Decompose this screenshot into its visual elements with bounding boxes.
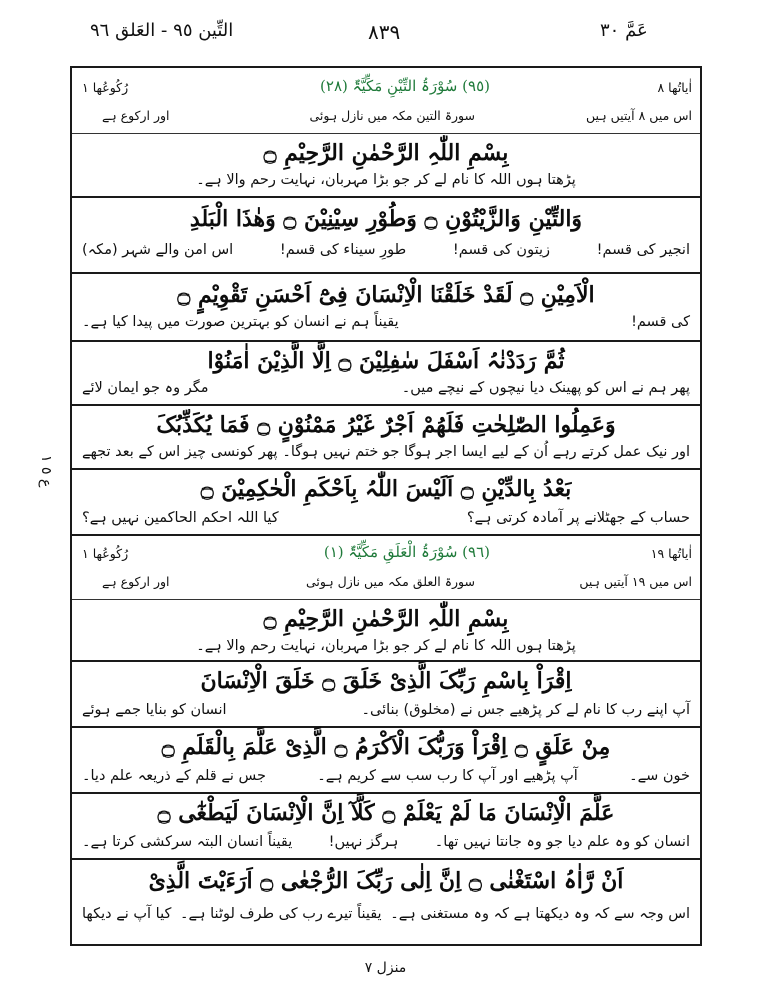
bismillah-translation: پڑھتا ہوں اللہ کا نام لے کر جو بڑا مہربان، نہایت رحم والا ہے۔	[196, 638, 576, 654]
translation-part: کی قسم!	[631, 314, 690, 330]
translation-part: انسان کو وہ علم دیا جو وہ جانتا نہیں تھا۔	[434, 834, 690, 850]
translation-part: یقیناً ہم نے انسان کو بہترین صورت میں پیدا کیا ہے۔	[82, 314, 399, 330]
verse-block	[72, 198, 700, 274]
verse-arabic: عَلَّمَ الْاِنْسَانَ مَا لَمْ یَعْلَمْ ۝ کَلَّآ اِنَّ الْاِنْسَانَ لَیَطْغٰٓی ۝	[157, 800, 615, 826]
ruku-marker: ع ٥ ١	[38, 455, 54, 488]
surah-range-label: التِّين ٩٥ - العَلق ٩٦	[90, 20, 234, 41]
verse-translation	[82, 834, 690, 850]
translation-part: خون سے۔	[629, 768, 690, 784]
translation-part: اور نیک عمل کرتے رہے اُن کے لیے ایسا اجر ہوگا جو ختم نہیں ہوگا۔	[282, 444, 690, 460]
verse-arabic: ثُمَّ رَدَدْنٰہُ اَسْفَلَ سٰفِلِیْنَ ۝ اِلَّا الَّذِیْنَ اٰمَنُوْا	[207, 348, 565, 374]
surah-desc-ayat: اس میں ٨ آیتیں ہیں	[586, 108, 692, 123]
verse-arabic: مِنْ عَلَقٍ ۝ اِقْرَاْ وَرَبُّکَ الْاَکْرَمُ ۝ الَّذِیْ عَلَّمَ بِالْقَلَمِ ۝	[161, 734, 611, 760]
translation-part: پھر کونسی چیز اس کے بعد تجھے	[82, 444, 278, 460]
verse-block	[72, 728, 700, 794]
bismillah-block	[72, 600, 700, 662]
page-header	[0, 0, 771, 66]
verse-translation	[82, 314, 690, 330]
translation-part: کیا آپ نے دیکھا	[82, 906, 172, 922]
verse-translation	[82, 380, 690, 396]
surah-title: (٩٥) سُوْرَۃُ التِّیْنِ مَکِّیَّۃٌ (٢٨)	[320, 77, 490, 95]
translation-part: اس امن والے شہر (مکہ)	[82, 242, 234, 258]
translation-part: جس نے قلم کے ذریعہ علم دیا۔	[82, 768, 266, 784]
translation-part: مگر وہ جو ایمان لائے	[82, 380, 209, 396]
verse-block	[72, 662, 700, 728]
surah-desc-ruku: اور ارکوع ہے	[102, 574, 170, 589]
bismillah-arabic: بِسْمِ اللّٰہِ الرَّحْمٰنِ الرَّحِیْمِ ۝	[263, 606, 509, 632]
verse-translation	[82, 768, 690, 784]
verse-translation	[82, 702, 690, 718]
translation-part: انسان کو بنایا جمے ہوئے	[82, 702, 227, 718]
manzil-footer: منزل ٧	[364, 960, 407, 976]
verse-block	[72, 794, 700, 860]
translation-part: پھر ہم نے اس کو پھینک دیا نیچوں کے نیچے میں۔	[401, 380, 690, 396]
surah-title: (٩٦) سُوْرَۃُ الْعَلَقِ مَکِّیَّۃٌ (١)	[323, 543, 490, 561]
bismillah-arabic: بِسْمِ اللّٰہِ الرَّحْمٰنِ الرَّحِیْمِ ۝	[263, 140, 509, 166]
verse-translation	[82, 444, 690, 460]
bismillah-translation: پڑھتا ہوں اللہ کا نام لے کر جو بڑا مہربان، نہایت رحم والا ہے۔	[196, 172, 576, 188]
verse-translation	[82, 906, 690, 922]
verse-arabic: وَالتِّیْنِ وَالزَّیْتُوْنِ ۝ وَطُوْرِ سِیْنِیْنَ ۝ وَھٰذَا الْبَلَدِ	[189, 206, 583, 232]
verse-arabic: بَعْدُ بِالدِّیْنِ ۝ اَلَیْسَ اللّٰہُ بِاَحْکَمِ الْحٰکِمِیْنَ ۝	[200, 476, 572, 502]
surah-desc-revelation: سورۃ التین مکہ میں نازل ہوئی	[309, 108, 475, 123]
translation-part: یقیناً انسان البتہ سرکشی کرتا ہے۔	[82, 834, 293, 850]
ayat-count: اٰیاتُھا ٨	[657, 80, 692, 95]
translation-part: طورِ سیناء کی قسم!	[279, 242, 407, 258]
verse-arabic: اَنْ رَّاٰہُ اسْتَغْنٰی ۝ اِنَّ اِلٰی رَبِّکَ الرُّجْعٰی ۝ اَرَءَیْتَ الَّذِیْ	[148, 868, 624, 894]
ayat-count: اٰیاتُھا ١٩	[650, 546, 692, 561]
surah-header-alaq	[72, 536, 700, 600]
bismillah-block	[72, 134, 700, 198]
translation-part: زیتون کی قسم!	[452, 242, 550, 258]
translation-part: ہرگز نہیں!	[328, 834, 399, 850]
verse-arabic: الْاَمِیْنِ ۝ لَقَدْ خَلَقْنَا الْاِنْسَانَ فِیْٓ اَحْسَنِ تَقْوِیْمٍ ۝	[177, 282, 595, 308]
page-number: ٨٣٩	[368, 20, 401, 44]
translation-part: کیا اللہ احکم الحاکمین نہیں ہے؟	[82, 510, 279, 526]
juz-label: عَمَّ ٣٠	[600, 20, 648, 41]
ruku-count: رُکُوعُھا ١	[82, 80, 129, 95]
verse-block	[72, 860, 700, 944]
surah-desc-ruku: اور ارکوع ہے	[102, 108, 170, 123]
verse-block	[72, 342, 700, 406]
verse-block	[72, 274, 700, 342]
surah-desc-revelation: سورۃ العلق مکہ میں نازل ہوئی	[305, 574, 475, 589]
verse-arabic: اِقْرَاْ بِاسْمِ رَبِّکَ الَّذِیْ خَلَقَ ۝ خَلَقَ الْاِنْسَانَ	[200, 668, 572, 694]
ruku-count: رُکُوعُھا ١	[82, 546, 129, 561]
surah-header-tin	[72, 68, 700, 134]
verse-arabic: وَعَمِلُوا الصّٰلِحٰتِ فَلَھُمْ اَجْرٌ غَیْرُ مَمْنُوْنٍ ۝ فَمَا یُکَذِّبُکَ	[156, 412, 616, 438]
verse-translation	[82, 242, 690, 258]
translation-part: یقیناً تیرے رب کی طرف لوٹنا ہے۔	[180, 906, 382, 922]
surah-desc-ayat: اس میں ١٩ آیتیں ہیں	[579, 574, 692, 589]
verse-block	[72, 406, 700, 470]
page-frame	[70, 66, 702, 946]
translation-part: آپ پڑھیے اور آپ کا رب سب سے کریم ہے۔	[317, 768, 578, 784]
translation-part: آپ اپنے رب کا نام لے کر پڑھیے جس نے (مخلوق) بنائی۔	[361, 702, 690, 718]
verse-translation	[82, 510, 690, 526]
verse-block	[72, 470, 700, 536]
translation-part: حساب کے جھٹلانے پر آمادہ کرتی ہے؟	[466, 510, 690, 526]
translation-part: اس وجہ سے کہ وہ دیکھتا ہے کہ وہ مستغنی ہے۔	[390, 906, 690, 922]
translation-part: انجیر کی قسم!	[596, 242, 690, 258]
